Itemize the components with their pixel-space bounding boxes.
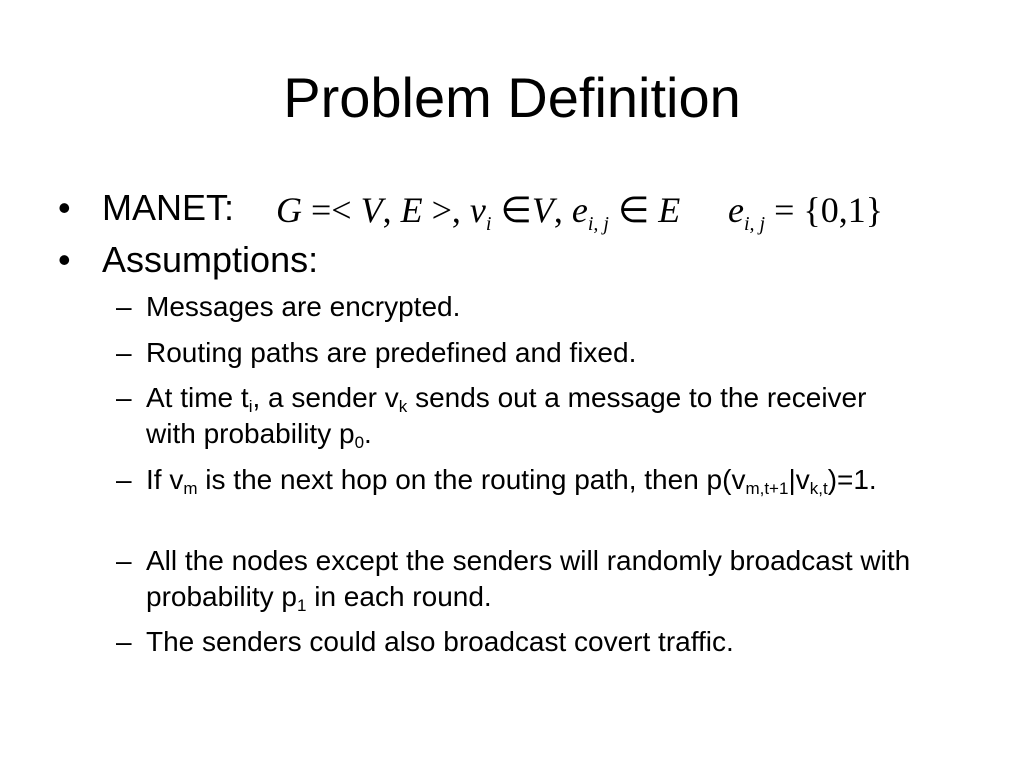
dash-glyph: –: [116, 291, 132, 322]
slide: Problem Definition • MANET: G =< V, E >, $v_i$ ∈V, $e_{i, j}$ ∈ E $e_{i, j} = \{0,1\}$ • Assumptions: – Messages are encrypted. – Routing paths are predefined and fixed. – At time $t_i$, a sender $v_k$ sends out a message to the receiver with probability $p_0$. – If $v_m$ is the next hop on the routing path, then $p(v_{m,t+1}|v_{k,t})=1$. – All the nodes except the senders will randomly broadcast with probability $p_1$ in each round. – The senders could also broadcast covert traffic.: [0, 0, 1024, 768]
manet-graph-formula: G =< V, E >, $v_i$ ∈V, $e_{i, j}$ ∈ E: [276, 190, 681, 235]
bullet-glyph: •: [58, 187, 71, 228]
edge-value-formula: $e_{i, j} = \{0,1\}$: [728, 190, 883, 235]
bullet-glyph: •: [58, 239, 71, 280]
bullet-manet-label: MANET:: [102, 187, 235, 228]
dash-glyph: –: [116, 464, 132, 495]
bullet-assumptions-label: Assumptions:: [102, 239, 319, 280]
dash-glyph: –: [116, 626, 132, 657]
slide-title: Problem Definition: [283, 66, 741, 129]
dash-glyph: –: [116, 382, 132, 413]
dash-glyph: –: [116, 337, 132, 368]
dash-glyph: –: [116, 545, 132, 576]
